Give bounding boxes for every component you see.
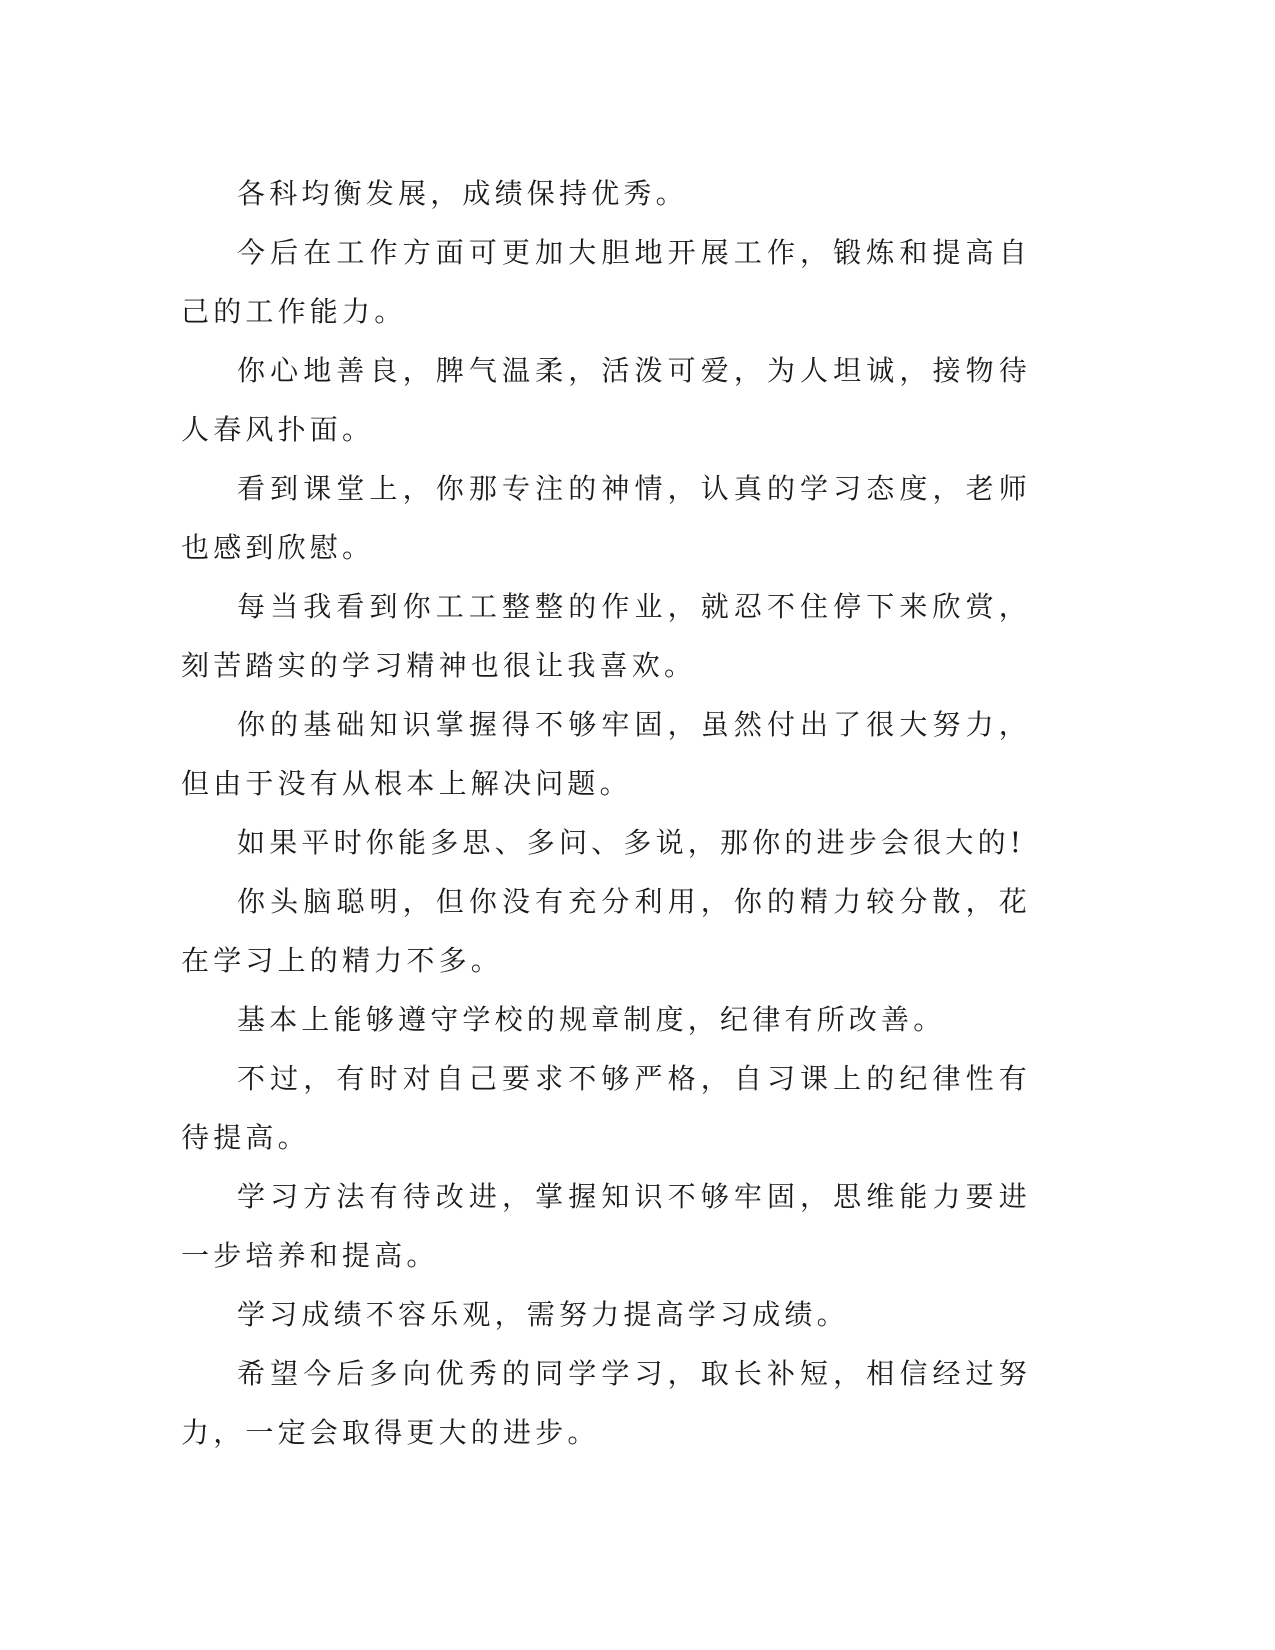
paragraph: 不过，有时对自己要求不够严格，自习课上的纪律性有待提高。 <box>181 1062 1031 1154</box>
paragraph: 学习成绩不容乐观，需努力提高学习成绩。 <box>237 1298 849 1331</box>
document-body <box>181 164 1031 1462</box>
paragraph: 学习方法有待改进，掌握知识不够牢固，思维能力要进一步培养和提高。 <box>181 1180 1031 1272</box>
paragraph: 每当我看到你工工整整的作业，就忍不住停下来欣赏，刻苦踏实的学习精神也很让我喜欢。 <box>181 590 1031 682</box>
paragraph: 看到课堂上，你那专注的神情，认真的学习态度，老师也感到欣慰。 <box>181 472 1031 564</box>
paragraph: 基本上能够遵守学校的规章制度，纪律有所改善。 <box>237 1003 946 1036</box>
paragraph: 如果平时你能多思、多问、多说，那你的进步会很大的! <box>237 826 1026 859</box>
paragraph: 希望今后多向优秀的同学学习，取长补短，相信经过努力，一定会取得更大的进步。 <box>181 1357 1031 1449</box>
paragraph: 你头脑聪明，但你没有充分利用，你的精力较分散，花在学习上的精力不多。 <box>181 885 1031 977</box>
paragraph: 今后在工作方面可更加大胆地开展工作，锻炼和提高自己的工作能力。 <box>181 236 1031 328</box>
paragraph: 你心地善良，脾气温柔，活泼可爱，为人坦诚，接物待人春风扑面。 <box>181 354 1031 446</box>
paragraph: 你的基础知识掌握得不够牢固，虽然付出了很大努力，但由于没有从根本上解决问题。 <box>181 708 1031 800</box>
paragraph: 各科均衡发展，成绩保持优秀。 <box>237 177 688 210</box>
